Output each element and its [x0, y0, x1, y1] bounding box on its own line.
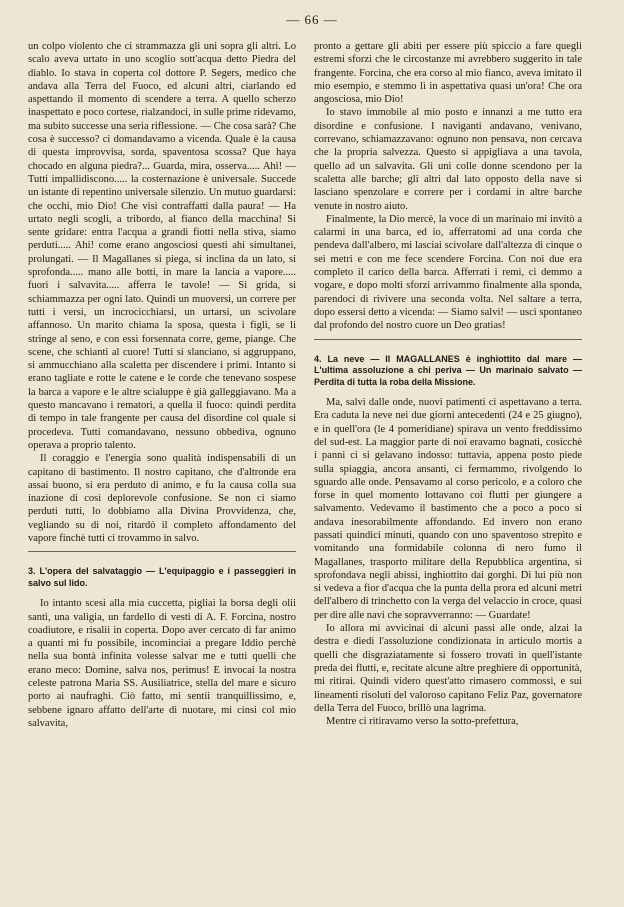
section-divider [314, 339, 582, 340]
paragraph: pronto a gettare gli abiti per essere più spiccio a fare quegli estremi sforzi che le circostanze mi avrebbero suggerito in tale frangente. Forcina, che era corso al mio fianco, aveva imitato il mio esempio, e stemmo lì in aspettativa quasi un'ora! Che ora angosciosa, mio Dio! [314, 41, 582, 106]
paragraph: un colpo violento che ci strammazza gli uni sopra gli altri. Lo scalo aveva urtato in uno scoglio sott'acqua detto Piedra del diablo. Io stava in coperta col dottore P. Segers, medico che andava alla Terra del Fuoco, ed alcuni altri, ciarlando ed aspettando il momento di scendere a terra. A quello scherzo inaspettato e poco cortese, rialzandoci, in sulle prime ridevamo, ma subito successe una seria riflessione. — Che cosa sarà? Che cosa è successo? ci domandavamo a vicenda. Quale è la causa di questa improvvisa, sorda, spaventosa scossa? Que haya chocado en alguna piedra?... Guarda, mira, osserva..... Ahi! — Tutti impallidiscono..... la costernazione è universale. Succede un istante di repentino universale silenzio. Un mutuo guardarsi: che occhi, mio Dio! Che visi contraffatti dalla paura! — Ha urtato negli scogli, a tribordo, al fianco della macchina! Si sente gridare: entra l'acqua a grandi fiotti nella stiva, siamo perduti..... Ahi! come erano angosciosi questi ahi simultanei, prolungati. — Il Magallanes si piega, si inclina da un lato, si sprofonda..... mano alle botti, in mare la lancia a vapore..... fuori i salvavita..... afferra le tavole! — Si grida, si schiammazza per ogni lato. Quindi un muoversi, un correre per tutti i versi, un incrocicchiarsi, un urtarsi, un scivolare affannoso. Un marito chiama la sposa, questa i figli, se li stringe al seno, e con essi forsennata corre, geme, piange. Che scene, che schianti al cuore! Tutti si slanciano, si aggruppano, si ammucchiano alla scaletta per discendere i primi. Intanto si erano tagliate e rotte le catene e le corde che tenevano sospese la barca a vapore e le altre scialuppe è già galleggiavano. Ma a questo mancavano i rematori, a quella il fuoco: quindi perdita di tempo in tale frangente per causa del disordine col quale si procedeva. Tutti comandavano, nessuno obbediva, ognuno operava a proprio talento. [28, 41, 296, 451]
paragraph: Io intanto scesi alla mia cuccetta, pigliai la borsa degli olii santi, una valigia, un fardello di vesti di A. F. Forcina, nostro coadiutore, e risalii in coperta. Dopo aver cercato di far animo a quanti mi fu possibile, incominciai a pregare Iddio perchè nella sua bontà infinita volesse salvar me e tutti quelli che erano meco: Domine, salva nos, perimus! E invocai la nostra celeste patrona Maria SS. Ausiliatrice, stella del mare e sicuro porto ai naufraghi. Ciò fatto, mi sentii tranquillissimo, e, sebbene ignaro affatto dell'arte di nuotare, mi cinsi col mio salvavita, [28, 598, 296, 729]
section-divider [28, 551, 296, 552]
right-column [314, 40, 582, 728]
page-number: — 66 — [286, 12, 338, 27]
section-heading: 4. La neve — Il MAGALLANES è inghiottito dal mare — L'ultima assoluzione a chi periva — Un marinaio salvato — Perdita di tutta la roba della Missione. [314, 353, 582, 387]
paragraph: Io stavo immobile al mio posto e innanzi a me tutto era disordine e confusione. I naviganti andavano, venivano, correvano, schiamazzavano: ognuno non pensava, non cercava che la propria salvezza. Questo si appigliava a una tavola, quello ad un salvavita. Gli uni colle donne scendono per la scaletta alle barche; gli altri dal lato opposto della nave si lasciano spenzolare e correre per i cordami in altre barche venute in nostro aiuto. [314, 107, 582, 212]
section-heading: 3. L'opera del salvataggio — L'equipaggio e i passeggieri in salvo sul lido. [28, 566, 296, 588]
paragraph: Mentre ci ritiravamo verso la sotto-prefettura, [326, 716, 519, 728]
paragraph: Il coraggio e l'energia sono qualità indispensabili di un capitano di bastimento. Il nostro capitano, che d'altronde era assai buono, si era perduto di animo, e fu la causa colla sua inazione di così deplorevole confusione. Se non ci siamo perduti tutti, lo dobbiamo alla Divina Provvidenza, che, vegliando su di noi, ritardò il completo affondamento del vapore finchè tutti ci trovammo in salvo. [28, 453, 296, 544]
left-column [28, 40, 296, 730]
paragraph: Finalmente, la Dio mercè, la voce di un marinaio mi invitò a calarmi in una barca, ed io, afferratomi ad una corda che pendeva dall'albero, mi lasciai scivolare dall'altezza di cinque o sei metri e con me fece scendere Forcina. Con noi due era completo il carico della barca. Afferrati i remi, ci demmo a vogare, e dopo molti sforzi arrivammo finalmente alla sponda, parendoci di rivivere una seconda volta. Nel saltare a terra, dopo essersi detto a vicenda: — Siamo salvi! — uscì spontaneo dal profondo del nostro cuore un Deo gratias! [314, 213, 582, 332]
paragraph: Ma, salvi dalle onde, nuovi patimenti ci aspettavano a terra. Era caduta la neve nei due giorni antecedenti (24 e 25 giugno), e in quell'ora (le 4 pomeridiane) spirava un vento freddissimo del sud-est. La maggior parte di noi eravamo bagnati, cosicchè i panni ci si gelavano indosso: tuttavia, appena posto piede sulla spiaggia, ancora ansanti, ci fermammo, rivolgendo lo sguardo alle onde. Pensavamo al corso pericolo, e a coloro che forse in quel momento lottavano coi flutti per giungere a salvamento. Vedevamo il bastimento che a poco a poco si andava inesorabilmente affondando. Ed invero non erano passati quindici minuti, quando con uno spaventoso strepito e vomitando una formidabile colonna di nero fumo il Magallanes, trasporto militare della Repubblica argentina, si sprofondava negli abissi, inghiottito dai gorghi. Di lui più non si vedeva a fior d'acqua che la punta della prora ed alcuni metri dell'albero di trinchetto con la verga del velaccio in croce, quasi per dire alle navi che sopravverranno: — Guardate! [314, 397, 582, 621]
paragraph: Io allora mi avvicinai di alcuni passi alle onde, alzai la destra e diedi l'assoluzione condizionata in articulo mortis a quelli che disgraziatamente si fossero trovati in quell'istante preda dei flutti, e, recitate alcune altre preghiere di opportunità, mi ritirai. Quindi videro quest'atto rimasero commossi, e sui lineamenti risoluti del valoroso capitano Feliz Paz, governatore della Terra del Fuoco, brillò una lagrima. [314, 623, 582, 714]
